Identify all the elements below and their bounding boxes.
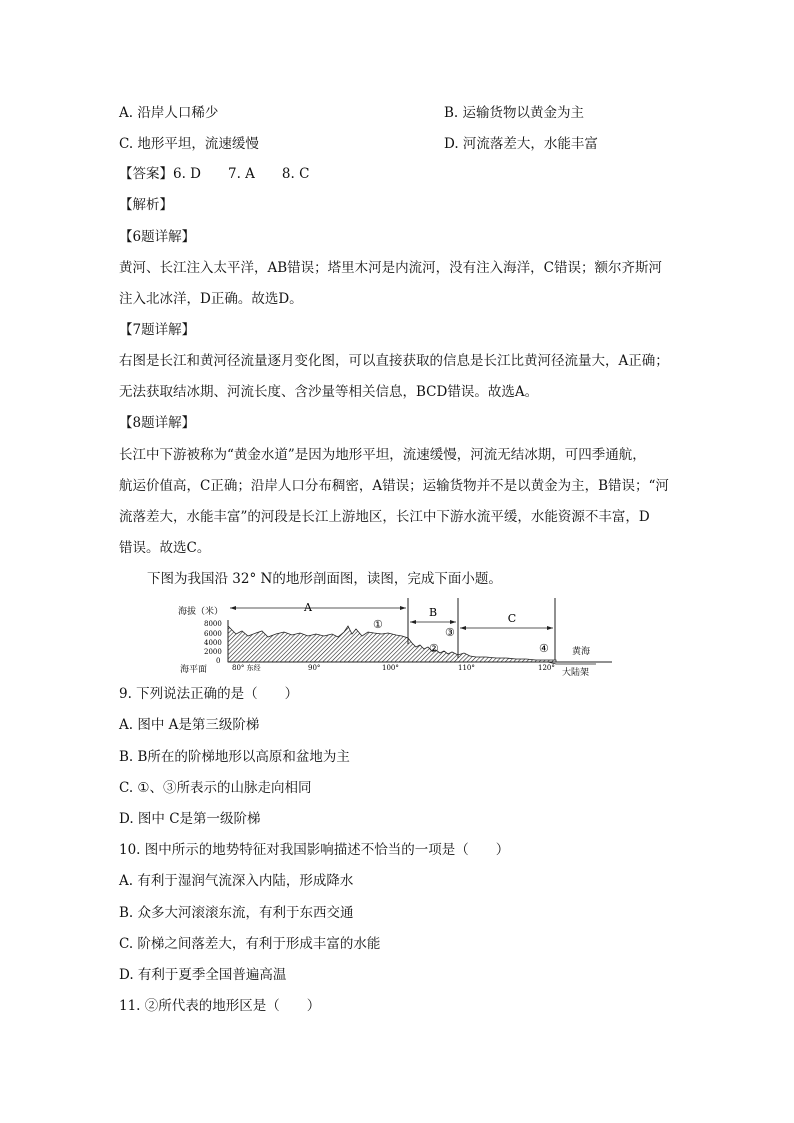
xtick-120: 120° [538,664,555,672]
terrain-profile-figure [176,596,616,678]
intro-text: 下图为我国沿 32° N的地形剖面图，读图，完成下面小题。 [147,571,502,587]
option-a-prev: A. 沿岸人口稀少 [119,105,219,121]
q9-option-c: C. ①、③所表示的山脉走向相同 [119,780,312,796]
section-b-arrowhead-right [450,620,456,624]
marker-2: ② [429,642,439,655]
ytick-8000: 8000 [204,620,222,628]
q10-option-c: C. 阶梯之间落差大，有利于形成丰富的水能 [119,936,381,952]
q9-option-b: B. B所在的阶梯地形以高原和盆地为主 [119,749,350,765]
marker-3: ③ [445,626,455,639]
ytick-0: 0 [216,657,221,665]
q10-option-d: D. 有利于夏季全国普遍高温 [119,967,287,983]
section-a-label: A [304,601,312,614]
section-b-label: B [428,606,438,619]
q7-line-2: 无法获取结冰期、河流长度、含沙量等相关信息，BCD错误。故选A。 [119,384,539,400]
q8-line-2: 航运价值高，C正确；沿岸人口分布稠密，A错误；运输货物并不是以黄金为主，B错误；“河 [119,478,669,494]
q10-option-b: B. 众多大河滚滚东流，有利于东西交通 [119,905,354,921]
sea-level-label: 海平面 [180,665,208,675]
xtick-110: 110° [458,664,475,672]
section-a-arrowhead-right [400,606,406,610]
option-b-prev: B. 运输货物以黄金为主 [444,105,585,121]
q7-line-1: 右图是长江和黄河径流量逐月变化图，可以直接获取的信息是长江比黄河径流量大，A正确； [119,353,669,369]
q9-stem: 9. 下列说法正确的是（ ） [119,686,299,702]
answer-line: 【答案】6. D 7. A 8. C [119,166,310,182]
q8-line-4: 错误。故选C。 [119,540,211,556]
q6-line-1: 黄河、长江注入太平洋，AB错误；塔里木河是内流河，没有注入海洋，C错误；额尔齐斯河 [119,260,662,276]
q6-heading: 【6题详解】 [119,229,196,245]
q8-line-3: 流落差大，水能丰富”的河段是长江上游地区，长江中下游水流平缓，水能资源不丰富，D [119,509,650,525]
section-c-arrowhead-left [460,626,466,630]
xtick-90: 90° [308,664,321,672]
xtick-80: 80° 东经 [232,664,261,672]
terrain-profile [228,626,556,662]
q10-option-a: A. 有利于湿润气流深入内陆，形成降水 [119,873,354,889]
q7-heading: 【7题详解】 [119,322,196,338]
q6-line-2: 注入北冰洋，D正确。故选D。 [119,291,303,307]
option-c-prev: C. 地形平坦，流速缓慢 [119,136,259,152]
section-a-arrowhead-left [230,606,236,610]
marker-1: ① [373,618,383,631]
section-b-arrowhead-left [410,620,416,624]
shelf-label: 大陆架 [562,668,590,678]
q8-line-1: 长江中下游被称为“黄金水道”是因为地形平坦，流速缓慢，河流无结冰期，可四季通航， [119,447,646,463]
section-c-label: C [507,612,517,625]
marker-4: ④ [539,642,549,655]
q10-stem: 10. 图中所示的地势特征对我国影响描述不恰当的一项是（ ） [119,842,510,858]
figure-ylabel: 海拔（米） [178,607,224,617]
ytick-4000: 4000 [204,639,222,647]
q8-heading: 【8题详解】 [119,415,196,431]
xtick-100: 100° [382,664,399,672]
q9-option-d: D. 图中 C是第一级阶梯 [119,811,261,827]
option-d-prev: D. 河流落差大，水能丰富 [444,136,598,152]
q11-stem: 11. ②所代表的地形区是（ ） [119,998,321,1014]
q9-option-a: A. 图中 A是第三级阶梯 [119,717,260,733]
section-c-arrowhead-right [547,626,553,630]
ytick-2000: 2000 [204,648,222,656]
analysis-heading: 【解析】 [119,197,173,213]
ytick-6000: 6000 [204,630,222,638]
sea-label: 黄海 [572,647,591,657]
